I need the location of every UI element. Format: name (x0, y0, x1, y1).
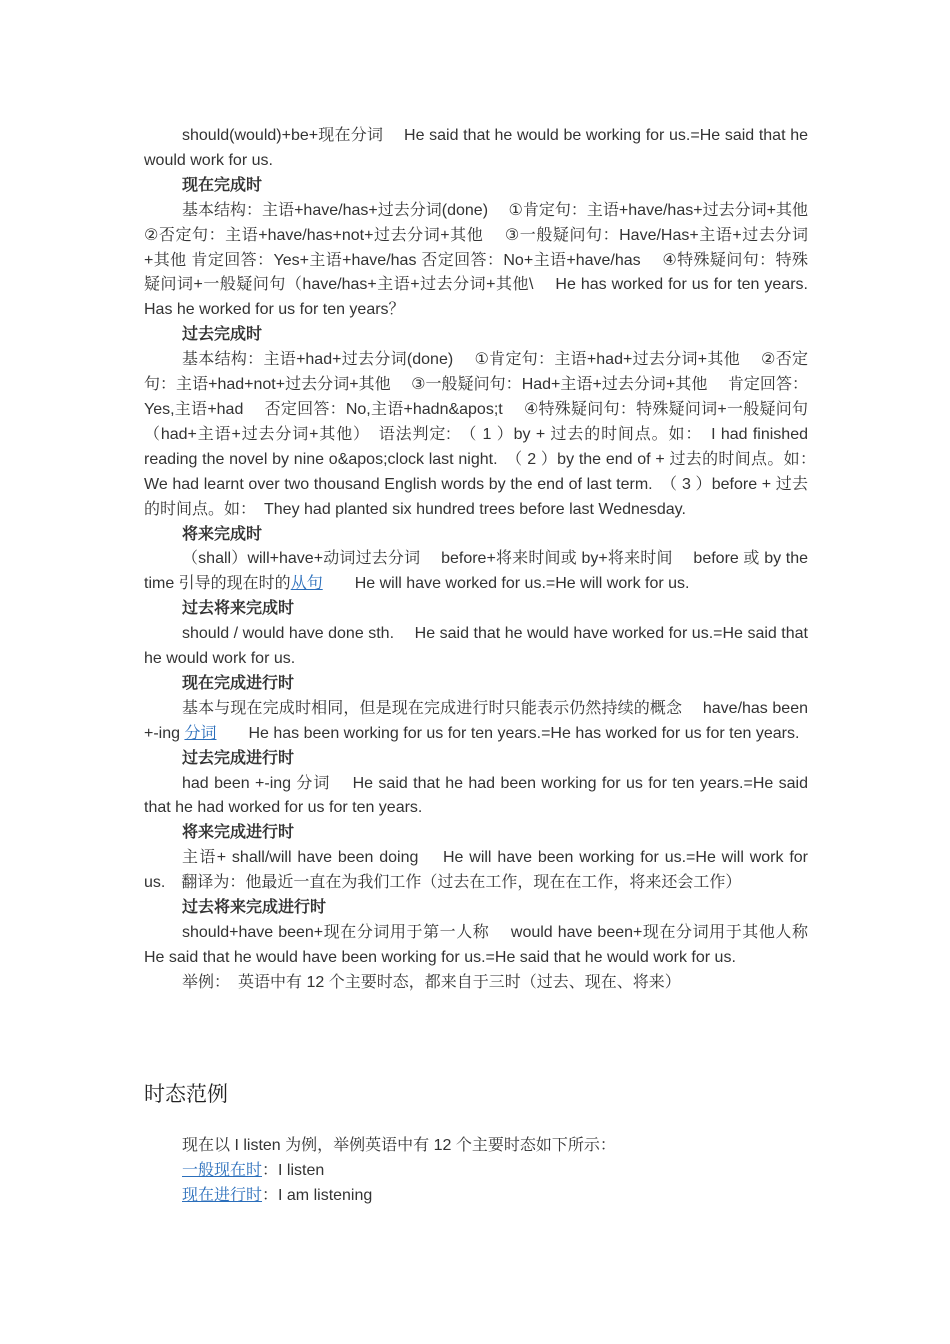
text-run: 将来完成时 (182, 525, 263, 543)
tense-heading (144, 672, 808, 697)
text-run: 基本与现在完成时相同，但是现在完成进行时只能表示仍然持续的概念 have/has been +-ing (144, 699, 808, 742)
section-body (144, 1134, 808, 1209)
paragraph (144, 1159, 808, 1184)
paragraph (144, 622, 808, 672)
term-link[interactable]: 一般现在时 (182, 1161, 263, 1179)
text-run: He has been working for us for ten years.=He has worked for us for ten years. (216, 724, 800, 742)
paragraph (144, 772, 808, 822)
text-run: 基本结构：主语+had+过去分词(done) ①肯定句：主语+had+过去分词+其他 ②否定句：主语+had+not+过去分词+其他 ③一般疑问句：Had+主语+过去分词+其他 肯定回答：Yes,主语+had 否定回答：No,主语+hadn&apos;t ④特殊疑问句：特殊疑问词+一般疑问句（had+主语+过去分词+其他） 语法判定: （ 1 ）by + 过去的时间点。如： I had finished reading the novel by nine o&apos;clock last night. （ 2 ）by the end of + 过去的时间点。如： We had learnt over two thousand English words by the end of last term. （ 3 ）before + 过去的时间点。如： They had planted six hundred trees before last Wednesday. (144, 351, 825, 518)
text-run: 过去将来完成进行时 (182, 899, 327, 917)
tense-heading (144, 821, 808, 846)
paragraph (144, 348, 825, 522)
text-run: He will have worked for us.=He will work for us. (322, 575, 690, 593)
text-run: 现在完成进行时 (182, 674, 295, 692)
tense-heading (144, 174, 808, 199)
text-run: 现在以 I listen 为例，举例英语中有 12 个主要时态如下所示： (182, 1137, 616, 1154)
term-link[interactable]: 现在进行时 (182, 1186, 263, 1204)
tense-heading (144, 323, 808, 348)
text-run: ：I am listening (262, 1186, 373, 1204)
paragraph (144, 199, 829, 324)
text-run: 过去完成进行时 (182, 749, 295, 767)
text-run: 过去将来完成时 (182, 600, 295, 618)
paragraph (144, 1184, 808, 1209)
paragraph (144, 1134, 808, 1159)
paragraph (144, 697, 808, 747)
text-run: had been +-ing 分词 He said that he had been working for us for ten years.=He said that he had worked for us for ten years. (144, 774, 808, 817)
tense-heading (144, 747, 808, 772)
section-title: 时态范例 (144, 1083, 228, 1106)
paragraph (144, 846, 808, 896)
term-link[interactable]: 从句 (290, 575, 323, 593)
paragraph (144, 547, 808, 597)
text-run: should+have been+现在分词用于第一人称 would have been+现在分词用于其他人称 He said that he would have been working for us.=He said that he would work for us. (144, 924, 829, 966)
text-run: 基本结构：主语+have/has+过去分词(done) ①肯定句：主语+have/has+过去分词+其他 ②否定句：主语+have/has+not+过去分词+其他 ③一般疑问句：Have/Has+主语+过去分词+其他 肯定回答：Yes+主语+have/has 否定回答：No+主语+have/has ④特殊疑问句：特殊疑问词+一般疑问句（have/has+主语+过去分词+其他\ He has worked for us for ten years. Has he worked for us for ten years？ (144, 201, 829, 319)
text-run: should(would)+be+现在分词 He said that he would be working for us.=He said that he would work for us. (144, 127, 808, 169)
tense-heading (144, 896, 808, 921)
document-body (144, 124, 829, 996)
paragraph (144, 124, 808, 174)
text-run: ：I listen (262, 1161, 325, 1179)
text-run: 主语+ shall/will have been doing He will have been working for us.=He will work for us. 翻译为：他最近一直在为我们工作（过去在工作，现在在工作，将来还会工作） (144, 849, 808, 892)
text-run: should / would have done sth. He said that he would have worked for us.=He said that he would work for us. (144, 625, 808, 668)
text-run: 现在完成时 (182, 176, 263, 194)
tense-heading (144, 523, 808, 548)
tense-heading (144, 597, 808, 622)
text-run: 过去完成时 (182, 326, 263, 344)
paragraph (144, 921, 829, 971)
term-link[interactable]: 分词 (184, 724, 217, 742)
text-run: 将来完成进行时 (182, 824, 295, 842)
text-run: 举例： 英语中有 12 个主要时态，都来自于三时（过去、现在、将来） (182, 973, 681, 991)
paragraph (144, 971, 808, 996)
text-run: （shall）will+have+动词过去分词 before+将来时间或 by+将来时间 before 或 by the time 引导的现在时的 (144, 550, 808, 593)
